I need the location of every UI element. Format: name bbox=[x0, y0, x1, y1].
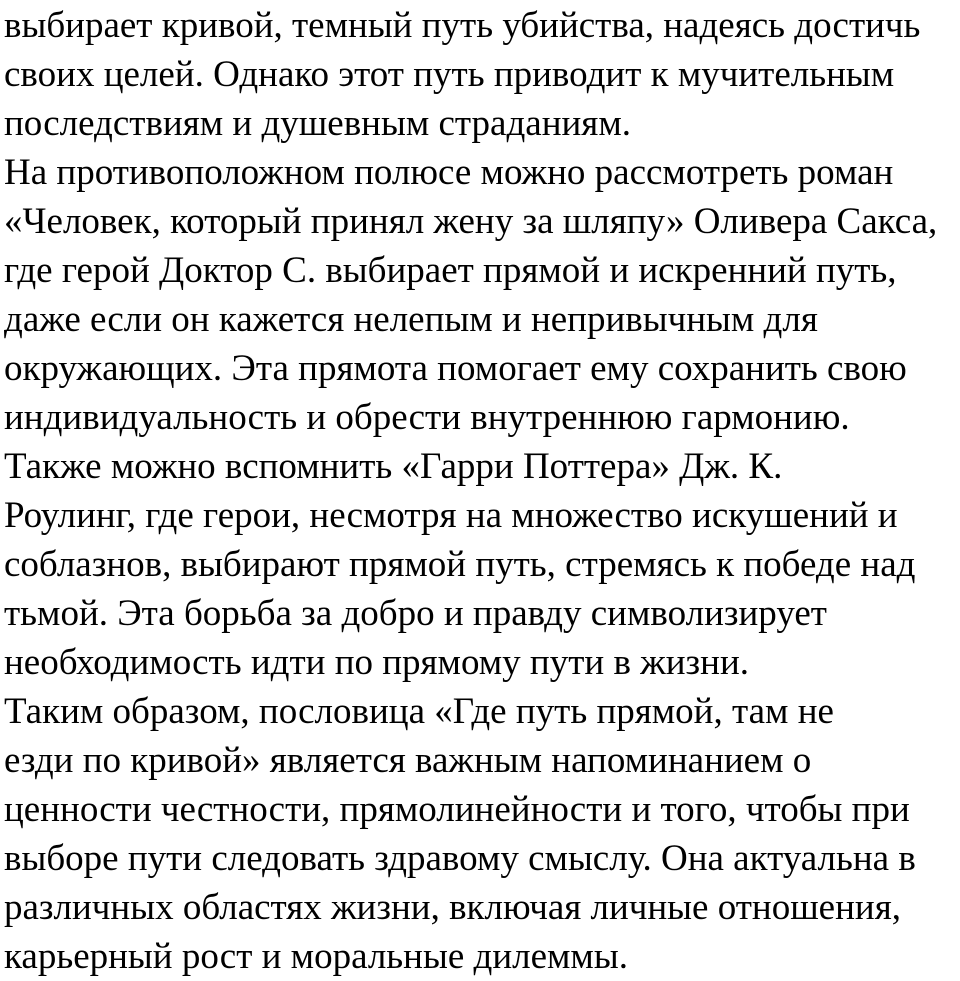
text-line: даже если он кажется нелепым и непривычным для bbox=[4, 299, 818, 340]
text-line: необходимость идти по прямому пути в жизни. bbox=[4, 642, 750, 683]
text-line: окружающих. Эта прямота помогает ему сохранить свою bbox=[4, 348, 907, 389]
text-line: последствиям и душевным страданиям. bbox=[4, 103, 631, 144]
text-line: тьмой. Эта борьба за добро и правду символизирует bbox=[4, 593, 827, 634]
text-line: Таким образом, пословица «Где путь прямой, там не bbox=[4, 691, 834, 732]
text-line: карьерный рост и моральные дилеммы. bbox=[4, 936, 628, 977]
text-line: На противоположном полюсе можно рассмотреть роман bbox=[4, 152, 894, 193]
text-line: соблазнов, выбирают прямой путь, стремясь к победе над bbox=[4, 544, 916, 585]
text-line: выборе пути следовать здравому смыслу. Она актуальна в bbox=[4, 838, 916, 879]
text-line: «Человек, который принял жену за шляпу» Оливера Сакса, bbox=[4, 201, 938, 242]
essay-text bbox=[4, 1, 960, 981]
text-line: своих целей. Однако этот путь приводит к мучительным bbox=[4, 54, 895, 95]
text-line: Также можно вспомнить «Гарри Поттера» Дж. К. bbox=[4, 446, 783, 487]
text-line: различных областях жизни, включая личные отношения, bbox=[4, 887, 901, 928]
text-line: езди по кривой» является важным напоминанием о bbox=[4, 740, 812, 781]
text-line: ценности честности, прямолинейности и того, чтобы при bbox=[4, 789, 910, 830]
text-line: где герой Доктор С. выбирает прямой и искренний путь, bbox=[4, 250, 897, 291]
text-line: индивидуальность и обрести внутреннюю гармонию. bbox=[4, 397, 850, 438]
text-line: выбирает кривой, темный путь убийства, надеясь достичь bbox=[4, 5, 921, 46]
text-line: Роулинг, где герои, несмотря на множество искушений и bbox=[4, 495, 898, 536]
